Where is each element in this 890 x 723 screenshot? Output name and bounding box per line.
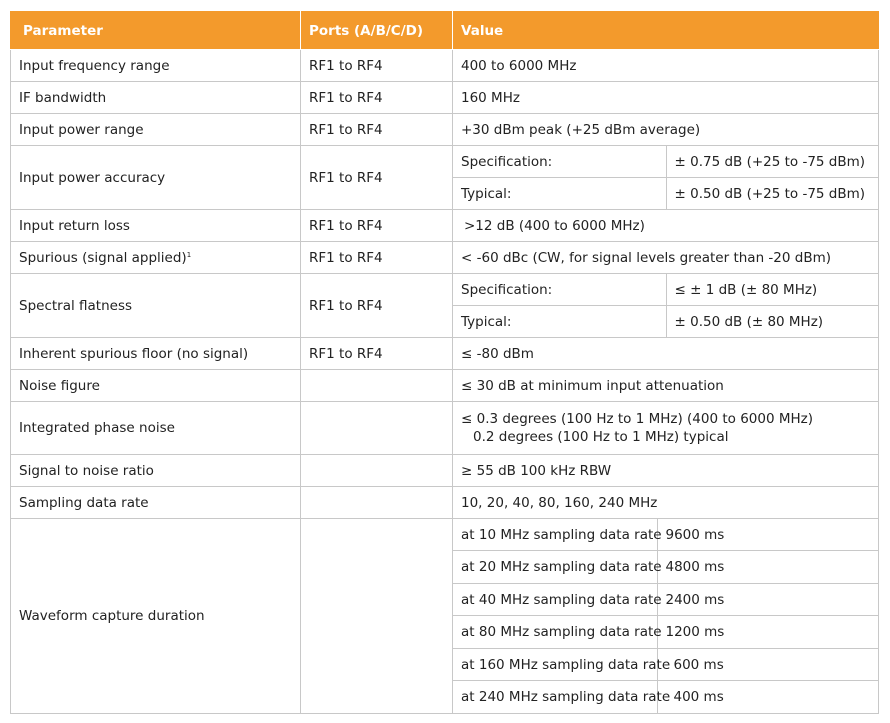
ports-cell: RF1 to RF4 bbox=[301, 210, 453, 242]
rate-label: at 40 MHz sampling data rate bbox=[453, 583, 657, 616]
rate-label: at 160 MHz sampling data rate bbox=[453, 648, 657, 681]
value-cell: ≤ -80 dBm bbox=[453, 338, 879, 370]
ports-cell bbox=[301, 402, 453, 455]
value-cell: ≤ 30 dB at minimum input attenuation bbox=[453, 370, 879, 402]
rate-label: at 10 MHz sampling data rate bbox=[453, 519, 657, 551]
header-row bbox=[11, 12, 879, 50]
table-row bbox=[11, 455, 879, 487]
table-row bbox=[11, 519, 879, 714]
table-row bbox=[11, 370, 879, 402]
param-cell: Signal to noise ratio bbox=[11, 455, 301, 487]
ports-cell bbox=[301, 370, 453, 402]
value-cell: 160 MHz bbox=[453, 82, 879, 114]
sub-table bbox=[453, 519, 878, 713]
duration-value: 600 ms bbox=[657, 648, 878, 681]
param-cell: Input return loss bbox=[11, 210, 301, 242]
typical-value: ± 0.50 dB (+25 to -75 dBm) bbox=[666, 178, 878, 210]
param-cell: Spectral flatness bbox=[11, 274, 301, 338]
param-cell: Input power range bbox=[11, 114, 301, 146]
header-parameter: Parameter bbox=[11, 12, 301, 50]
param-cell: Waveform capture duration bbox=[11, 519, 301, 714]
param-text: Spurious (signal applied) bbox=[19, 249, 187, 266]
duration-value: 4800 ms bbox=[657, 551, 878, 584]
ports-cell: RF1 to RF4 bbox=[301, 146, 453, 210]
value-cell: 400 to 6000 MHz bbox=[453, 50, 879, 82]
duration-value: 1200 ms bbox=[657, 616, 878, 649]
table-row bbox=[11, 338, 879, 370]
footnote-mark: 1 bbox=[186, 250, 192, 259]
duration-value: 2400 ms bbox=[657, 583, 878, 616]
value-line: ≤ 0.3 degrees (100 Hz to 1 MHz) (400 to 6000 MHz) bbox=[461, 411, 813, 427]
ports-cell bbox=[301, 519, 453, 714]
value-cell bbox=[453, 210, 879, 242]
spec-value: ± 0.75 dB (+25 to -75 dBm) bbox=[666, 146, 878, 178]
ports-cell: RF1 to RF4 bbox=[301, 338, 453, 370]
value-line: 0.2 degrees (100 Hz to 1 MHz) typical bbox=[473, 429, 729, 445]
table-row bbox=[11, 274, 879, 338]
ports-cell bbox=[301, 487, 453, 519]
param-cell: Integrated phase noise bbox=[11, 402, 301, 455]
sub-table bbox=[453, 274, 878, 337]
ports-cell: RF1 to RF4 bbox=[301, 82, 453, 114]
sub-table bbox=[453, 146, 878, 209]
param-cell: Sampling data rate bbox=[11, 487, 301, 519]
typical-label: Typical: bbox=[453, 306, 666, 338]
table-row bbox=[11, 146, 879, 210]
typical-value: ± 0.50 dB (± 80 MHz) bbox=[666, 306, 878, 338]
table-row bbox=[11, 50, 879, 82]
header-value: Value bbox=[453, 12, 879, 50]
spec-label: Specification: bbox=[453, 274, 666, 306]
rate-label: at 80 MHz sampling data rate bbox=[453, 616, 657, 649]
param-cell bbox=[11, 242, 301, 274]
ports-cell: RF1 to RF4 bbox=[301, 242, 453, 274]
param-cell: IF bandwidth bbox=[11, 82, 301, 114]
param-cell: Inherent spurious floor (no signal) bbox=[11, 338, 301, 370]
ports-cell bbox=[301, 455, 453, 487]
value-cell: < -60 dBc (CW, for signal levels greater than -20 dBm) bbox=[453, 242, 879, 274]
value-cell bbox=[453, 402, 879, 455]
param-cell: Noise figure bbox=[11, 370, 301, 402]
table-row bbox=[11, 402, 879, 455]
rate-label: at 20 MHz sampling data rate bbox=[453, 551, 657, 584]
header-ports: Ports (A/B/C/D) bbox=[301, 12, 453, 50]
typical-label: Typical: bbox=[453, 178, 666, 210]
value-cell: 10, 20, 40, 80, 160, 240 MHz bbox=[453, 487, 879, 519]
duration-value: 9600 ms bbox=[657, 519, 878, 551]
value-cell: ≥ 55 dB 100 kHz RBW bbox=[453, 455, 879, 487]
spec-label: Specification: bbox=[453, 146, 666, 178]
spec-value: ≤ ± 1 dB (± 80 MHz) bbox=[666, 274, 878, 306]
table-row bbox=[11, 114, 879, 146]
table-row bbox=[11, 82, 879, 114]
ports-cell: RF1 to RF4 bbox=[301, 50, 453, 82]
param-cell: Input power accuracy bbox=[11, 146, 301, 210]
table-row bbox=[11, 210, 879, 242]
value-cell: +30 dBm peak (+25 dBm average) bbox=[453, 114, 879, 146]
value-text: >12 dB (400 to 6000 MHz) bbox=[464, 217, 645, 234]
ports-cell: RF1 to RF4 bbox=[301, 274, 453, 338]
value-cell bbox=[453, 146, 879, 210]
spec-table bbox=[10, 11, 879, 714]
value-cell bbox=[453, 519, 879, 714]
table-row bbox=[11, 242, 879, 274]
rate-label: at 240 MHz sampling data rate bbox=[453, 681, 657, 713]
value-cell bbox=[453, 274, 879, 338]
table-row bbox=[11, 487, 879, 519]
duration-value: 400 ms bbox=[657, 681, 878, 713]
ports-cell: RF1 to RF4 bbox=[301, 114, 453, 146]
param-cell: Input frequency range bbox=[11, 50, 301, 82]
